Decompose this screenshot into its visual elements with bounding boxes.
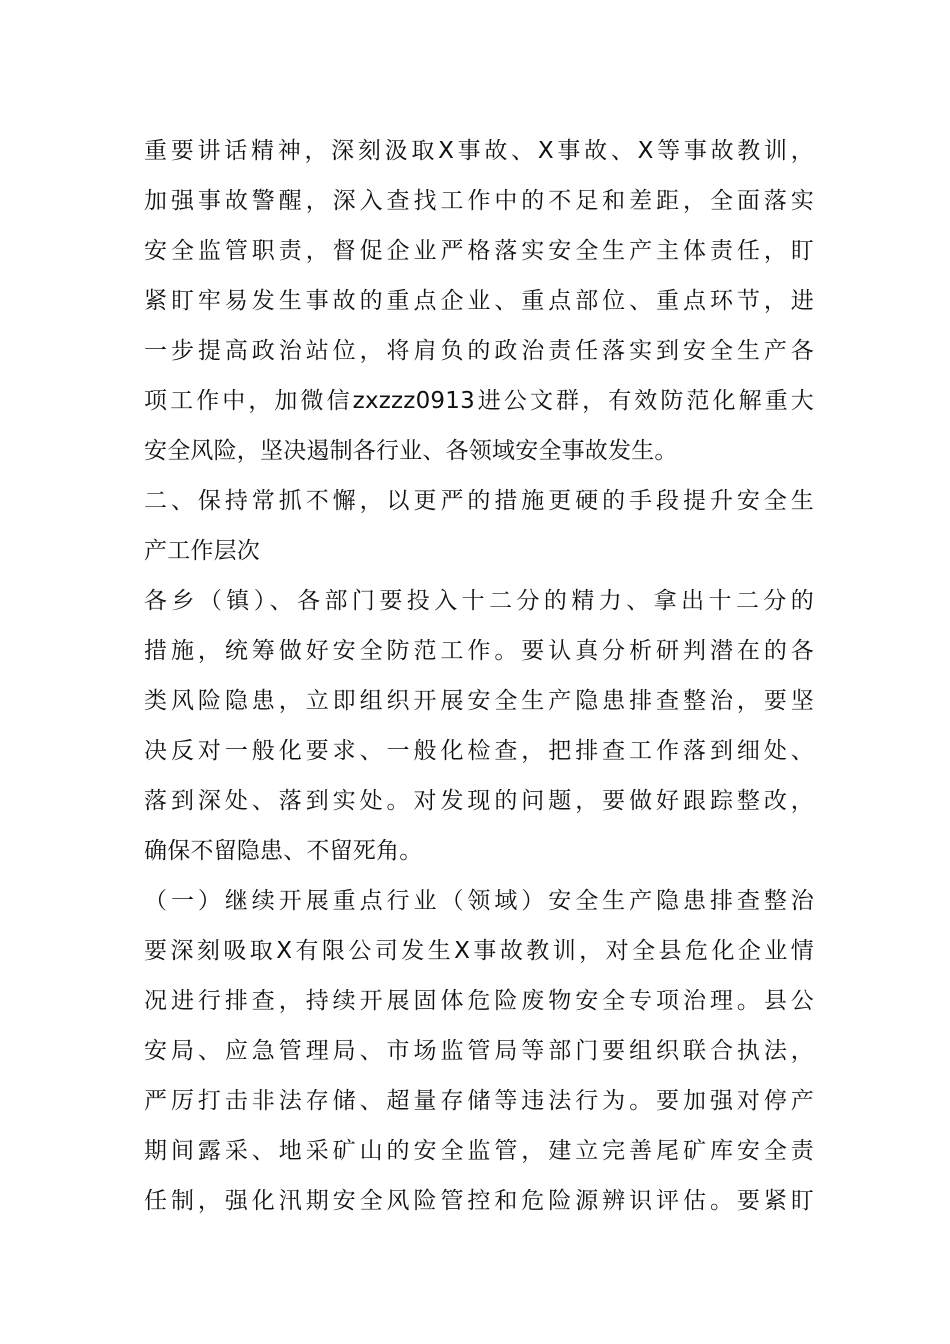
text-line: 类风险隐患，立即组织开展安全生产隐患排查整治，要坚: [144, 688, 814, 714]
text-line: 紧盯牢易发生事故的重点企业、重点部位、重点环节，进: [144, 288, 814, 314]
text-line: 严厉打击非法存储、超量存储等违法行为。要加强对停产: [144, 1088, 814, 1114]
text-line: 安全风险，坚决遏制各行业、各领域安全事故发生。: [144, 438, 678, 464]
subsection-heading-line: （一）继续开展重点行业（领域）安全生产隐患排查整治: [144, 888, 814, 914]
text-line: 任制，强化汛期安全风险管控和危险源辨识评估。要紧盯: [144, 1188, 814, 1214]
text-line: 加强事故警醒，深入查找工作中的不足和差距，全面落实: [144, 188, 814, 214]
text-line: 落到深处、落到实处。对发现的问题，要做好跟踪整改，: [144, 788, 814, 814]
text-line: 期间露采、地采矿山的安全监管，建立完善尾矿库安全责: [144, 1138, 814, 1164]
text-line: 决反对一般化要求、一般化检查，把排查工作落到细处、: [144, 738, 814, 764]
text-line: 安全监管职责，督促企业严格落实安全生产主体责任，盯: [144, 238, 814, 264]
section-heading-line: 产工作层次: [144, 538, 260, 564]
text-line: 确保不留隐患、不留死角。: [144, 838, 423, 864]
text-line: 况进行排查，持续开展固体危险废物安全专项治理。县公: [144, 988, 814, 1014]
text-line: 一步提高政治站位，将肩负的政治责任落实到安全生产各: [144, 338, 814, 364]
section-heading-line: 二、保持常抓不懈，以更严的措施更硬的手段提升安全生: [144, 488, 814, 514]
text-line: 各乡（镇）、各部门要投入十二分的精力、拿出十二分的: [144, 588, 814, 614]
text-line: 安局、应急管理局、市场监管局等部门要组织联合执法，: [144, 1038, 814, 1064]
text-line: 要深刻吸取X有限公司发生X事故教训，对全县危化企业情: [144, 938, 814, 964]
text-line: 项工作中，加微信zxzzz0913进公文群，有效防范化解重大: [144, 388, 814, 414]
text-line: 措施，统筹做好安全防范工作。要认真分析研判潜在的各: [144, 638, 814, 664]
document-body: [144, 126, 814, 1226]
text-line: 重要讲话精神，深刻汲取X事故、X事故、X等事故教训，: [144, 138, 814, 164]
